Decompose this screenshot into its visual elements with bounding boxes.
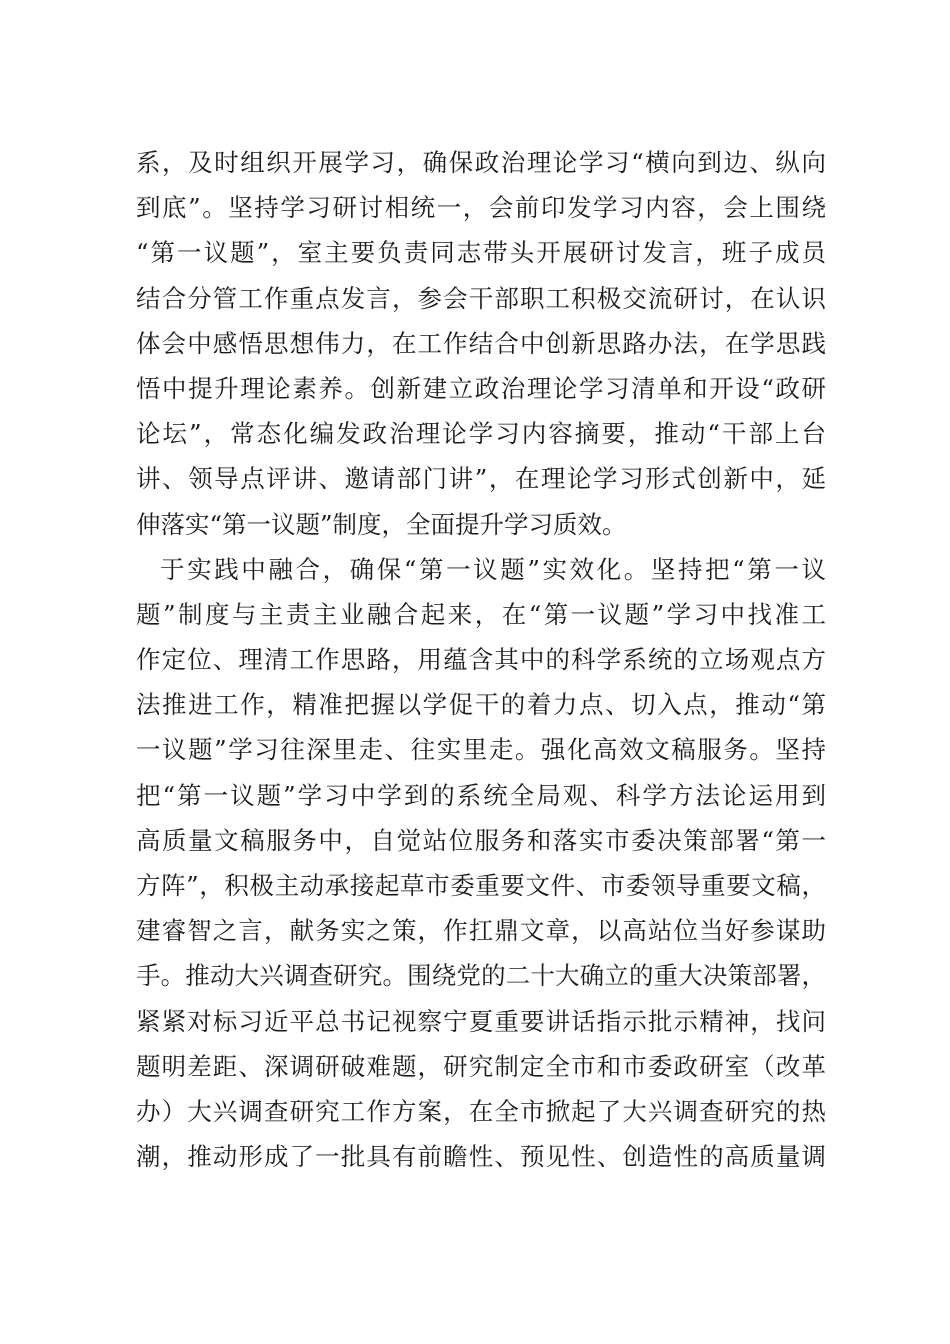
text-line: 作定位、理清工作思路，用蕴含其中的科学系统的立场观点方 <box>136 645 826 675</box>
text-line: 法推进工作，精准把握以学促干的着力点、切入点，推动“第 <box>136 690 826 720</box>
text-line: 潮，推动形成了一批具有前瞻性、预见性、创造性的高质量调 <box>136 1142 826 1172</box>
text-line: 题”制度与主责主业融合起来，在“第一议题”学习中找准工 <box>136 599 826 629</box>
text-line: 悟中提升理论素养。创新建立政治理论学习清单和开设“政研 <box>136 373 826 403</box>
text-line: 结合分管工作重点发言，参会干部职工积极交流研讨，在认识 <box>136 283 826 313</box>
paragraph-first-line: 于实践中融合，确保“第一议题”实效化。坚持把“第一议 <box>160 554 826 584</box>
text-line: 手。推动大兴调查研究。围绕党的二十大确立的重大决策部署， <box>136 961 826 991</box>
text-line: 一议题”学习往深里走、往实里走。强化高效文稿服务。坚持 <box>136 735 826 765</box>
text-line: 方阵”，积极主动承接起草市委重要文件、市委领导重要文稿， <box>136 871 826 900</box>
text-line: 紧紧对标习近平总书记视察宁夏重要讲话指示批示精神，找问 <box>136 1006 826 1036</box>
text-line: 伸落实“第一议题”制度，全面提升学习质效。 <box>136 509 627 539</box>
text-line: “第一议题”，室主要负责同志带头开展研讨发言，班子成员 <box>136 238 826 268</box>
text-line: 办）大兴调查研究工作方案，在全市掀起了大兴调查研究的热 <box>136 1096 826 1126</box>
text-line: 体会中感悟思想伟力，在工作结合中创新思路办法，在学思践 <box>136 328 826 358</box>
text-line: 论坛”，常态化编发政治理论学习内容摘要，推动“干部上台 <box>136 419 826 449</box>
text-line: 建睿智之言，献务实之策，作扛鼎文章，以高站位当好参谋助 <box>136 916 826 946</box>
text-line: 讲、领导点评讲、邀请部门讲”，在理论学习形式创新中，延 <box>136 464 826 494</box>
body-text <box>136 140 826 1179</box>
text-line: 到底”。坚持学习研讨相统一，会前印发学习内容，会上围绕 <box>136 193 826 223</box>
text-line: 系，及时组织开展学习，确保政治理论学习“横向到边、纵向 <box>136 148 826 177</box>
text-line: 题明差距、深调研破难题，研究制定全市和市委政研室（改革 <box>136 1051 826 1081</box>
text-line: 高质量文稿服务中，自觉站位服务和落实市委决策部署“第一 <box>136 825 826 855</box>
text-line: 把“第一议题”学习中学到的系统全局观、科学方法论运用到 <box>136 780 826 810</box>
